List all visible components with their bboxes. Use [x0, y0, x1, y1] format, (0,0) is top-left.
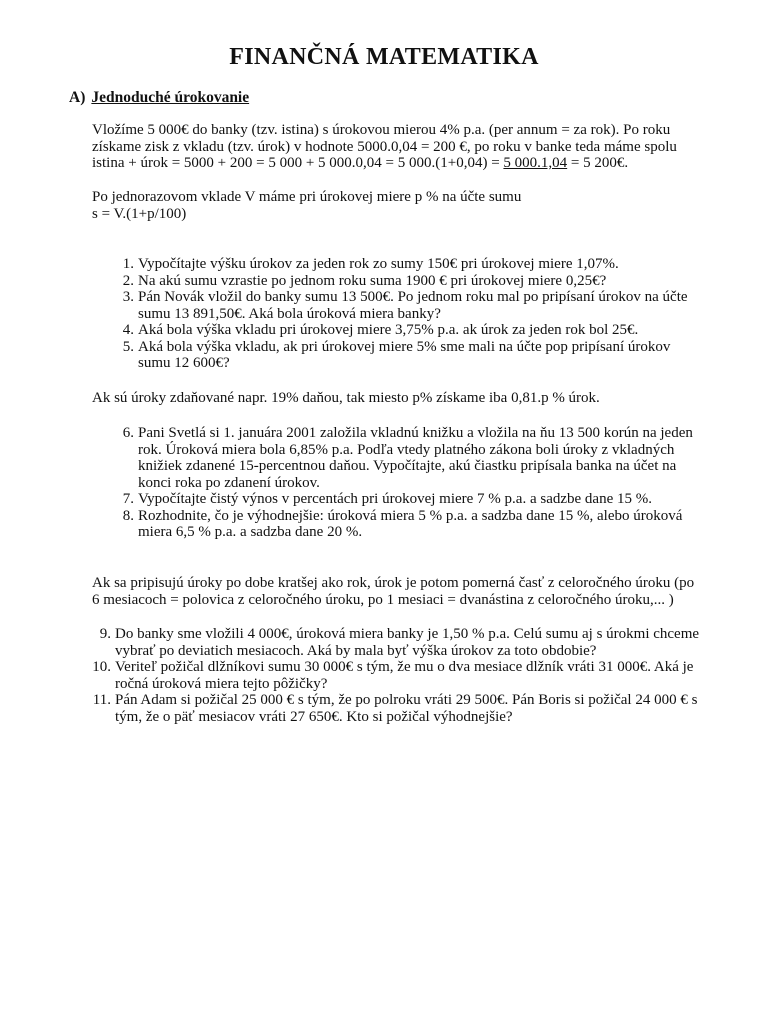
- item-number: 9.: [99, 626, 111, 642]
- formula-line: Po jednorazovom vklade V máme pri úrokovej miere p % na účte sumu: [92, 189, 522, 205]
- formula-line: s = V.(1+p/100): [92, 205, 187, 222]
- item-text-line: Vypočítajte čistý výnos v percentách pri úrokovej miere 7 % p.a. a sadzbe dane 15 %.: [138, 491, 652, 507]
- item-text-line: Vypočítajte výšku úrokov za jeden rok zo sumy 150€ pri úrokovej miere 1,07%.: [138, 256, 619, 272]
- formula-paragraph: [92, 189, 521, 222]
- list-item: [122, 256, 688, 273]
- item-text-line: sumu 12 600€?: [138, 355, 230, 371]
- item-text-line: Aká bola výška vkladu, ak pri úrokovej miere 5% sme mali na účte pop pripísaní úrokov: [138, 338, 671, 355]
- list-item: [92, 692, 699, 725]
- item-number: 1.: [122, 256, 134, 272]
- item-text-line: ročná úroková miera tejto pôžičky?: [115, 675, 328, 692]
- exercise-list-1: [122, 256, 688, 372]
- item-number: 10.: [92, 659, 111, 675]
- section-heading: [69, 89, 249, 107]
- item-text-line: vybrať po deviatich mesiacoch. Aká by mala byť výška úrokov za toto obdobie?: [115, 642, 597, 659]
- item-number: 6.: [122, 425, 134, 441]
- item-text-line: rok. Úroková miera bola 6,85% p.a. Podľa vtedy platného zákona boli úroky z vkladných: [138, 441, 675, 458]
- intro-text: = 5 200€.: [567, 155, 629, 171]
- item-text-line: Aká bola výška vkladu pri úrokovej miere 3,75% p.a. ak úrok za jeden rok bol 25€.: [138, 322, 639, 338]
- intro-line: Vložíme 5 000€ do banky (tzv. istina) s úrokovou mierou 4% p.a. (per annum = za rok). Po roku: [92, 122, 671, 138]
- item-number: 7.: [122, 491, 134, 507]
- item-text-line: miera 6,5 % p.a. a sadzba dane 20 %.: [138, 524, 363, 540]
- list-item: [99, 626, 700, 659]
- period-note-line: 6 mesiacoch = polovica z celoročného úroku, po 1 mesiaci = dvanástina z celoročného úroku,... ): [92, 591, 674, 608]
- section-letter: A): [69, 89, 86, 106]
- item-number: 5.: [122, 338, 134, 355]
- item-text-line: Pán Novák vložil do banky sumu 13 500€. Po jednom roku mal po pripísaní úrokov na účte: [138, 289, 688, 305]
- section-name: Jednoduché úrokovanie: [91, 89, 250, 106]
- list-item: [122, 425, 693, 491]
- item-text-line: knižiek zdanené 15-percentnou daňou. Vypočítajte, akú čiastku pripísala banka na účet na: [138, 458, 677, 474]
- list-item: [122, 338, 688, 372]
- item-number: 3.: [122, 289, 134, 305]
- page-title: FINANČNÁ MATEMATIKA: [229, 44, 539, 70]
- exercise-list-3: [92, 626, 700, 725]
- item-text-line: sumu 13 891,50€. Aká bola úroková miera banky?: [138, 305, 441, 322]
- list-item: [122, 507, 693, 541]
- intro-line: [92, 155, 677, 172]
- item-text-line: Do banky sme vložili 4 000€, úroková miera banky je 1,50 % p.a. Celú sumu aj s úrokmi chceme: [115, 626, 700, 642]
- item-text-line: tým, že o päť mesiacov vráti 27 650€. Kto si požičal výhodnejšie?: [115, 708, 513, 725]
- tax-note: Ak sú úroky zdaňované napr. 19% daňou, tak miesto p% získame iba 0,81.p % úrok.: [92, 390, 600, 406]
- item-text-line: Veriteľ požičal dlžníkovi sumu 30 000€ s tým, že mu o dva mesiace dlžník vráti 31 000€. Aká je: [115, 659, 694, 675]
- exercise-list-2: [122, 425, 693, 541]
- intro-paragraph: [92, 122, 677, 172]
- list-item: [92, 659, 699, 692]
- intro-underlined-formula: 5 000.1,04: [503, 155, 568, 171]
- item-text-line: Rozhodnite, čo je výhodnejšie: úroková miera 5 % p.a. a sadzba dane 15 %, alebo úroková: [138, 507, 683, 524]
- period-note: [92, 575, 694, 608]
- item-number: 11.: [92, 692, 111, 708]
- item-text-line: Pani Svetlá si 1. januára 2001 založila vkladnú knižku a vložila na ňu 13 500 korún na jeden: [138, 425, 693, 441]
- list-item: [122, 491, 693, 508]
- item-number: 8.: [122, 507, 134, 524]
- period-note-line: Ak sa pripisujú úroky po dobe kratšej ako rok, úrok je potom pomerná časť z celoročného úroku (po: [92, 575, 695, 591]
- item-text-line: Na akú sumu vzrastie po jednom roku suma 1900 € pri úrokovej miere 0,25€?: [138, 272, 607, 289]
- item-text-line: konci roka po zdanení úrokov.: [138, 474, 320, 491]
- intro-line: získame zisk z vkladu (tzv. úrok) v hodnote 5000.0,04 = 200 €, po roku v banke teda máme spolu: [92, 138, 677, 155]
- item-text-line: Pán Adam si požičal 25 000 € s tým, že po polroku vráti 29 500€. Pán Boris si požičal 24 000 € s: [115, 692, 698, 708]
- list-item: [122, 272, 688, 290]
- item-number: 4.: [122, 322, 134, 338]
- list-item: [122, 322, 688, 339]
- list-item: [122, 289, 688, 322]
- item-number: 2.: [122, 272, 134, 289]
- intro-text: istina + úrok = 5000 + 200 = 5 000 + 5 000.0,04 = 5 000.(1+0,04) =: [92, 155, 504, 171]
